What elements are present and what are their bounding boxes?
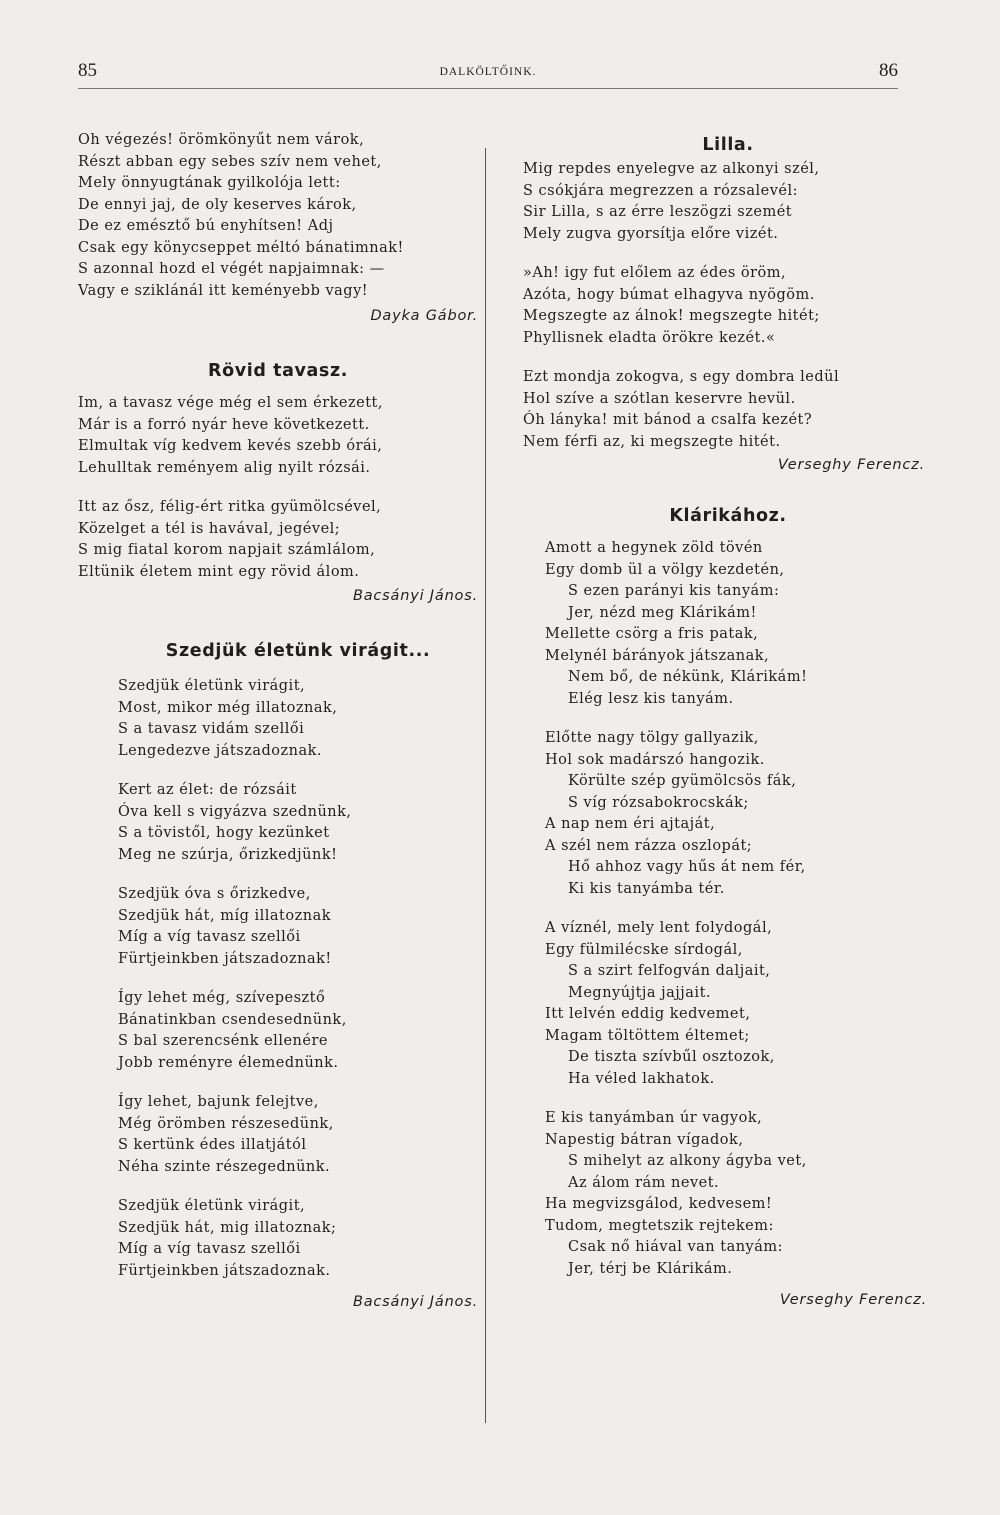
poem-line: Mely zugva gyorsítja előre vizét. (523, 225, 779, 242)
poem-line: S a szirt felfogván daljait, (568, 963, 771, 979)
poem-line: De tiszta szívbűl osztozok, (568, 1049, 775, 1065)
poem-line: Előtte nagy tölgy gallyazik, (545, 730, 759, 746)
poem-line: Jer, térj be Klárikám. (568, 1260, 733, 1277)
poem-stanza (78, 780, 478, 866)
poem-line: Nem férfi az, ki megszegte hitét. (523, 433, 781, 450)
poem-line: S víg rózsabokrocskák; (568, 794, 749, 811)
poem-stanza (78, 393, 478, 479)
poem-stanza (523, 728, 933, 900)
poem-line: Ha megvizsgálod, kedvesem! (545, 1196, 773, 1212)
left-page-number: 85 (78, 60, 97, 81)
poem-line: Így lehet, bajunk felejtve, (118, 1094, 319, 1110)
left-column (78, 130, 478, 1312)
poem-stanza (523, 367, 933, 453)
poem-title: Klárikához. (669, 506, 787, 526)
poem-line: Fürtjeinkben játszadoznak. (118, 1262, 331, 1279)
poem-line: S ezen parányi kis tanyám: (568, 583, 780, 599)
poem-line: Most, mikor még illatoznak, (118, 699, 338, 716)
poem-line: Néha szinte részegednünk. (118, 1158, 331, 1175)
poem-line: Csak egy könycseppet méltó bánatimnak! (78, 239, 404, 256)
poem-line: Míg a víg tavasz szellői (118, 1241, 301, 1257)
poem-stanza (523, 1108, 933, 1280)
poem-line: Sir Lilla, s az érre leszögzi szemét (523, 204, 793, 220)
poem-line: Jer, nézd meg Klárikám! (568, 604, 757, 621)
poem-line: Lengedezve játszadoznak. (118, 742, 323, 759)
poem-line: Mely önnyugtának gyilkolója lett: (78, 175, 341, 191)
right-column (523, 130, 933, 1310)
poem-line: Így lehet még, szívepesztő (118, 990, 326, 1006)
poem-line: Óva kell s vigyázva szednünk, (118, 803, 352, 820)
poem-line: Phyllisnek eladta örökre kezét.« (523, 329, 776, 346)
poem-line: Még örömben részesedünk, (118, 1115, 334, 1132)
poem-line: Magam töltöttem éltemet; (545, 1027, 750, 1044)
poem-line: Eltünik életem mint egy rövid álom. (78, 563, 360, 580)
poem-line: Bánatinkban csendesednünk, (118, 1011, 347, 1028)
poem-stanza (78, 676, 478, 762)
poem-title: Szedjük életünk virágit... (165, 641, 431, 661)
poem-author: Dayka Gábor. (370, 308, 478, 324)
poem-line: Csak nő hiával van tanyám: (568, 1239, 784, 1255)
poem-line: Im, a tavasz vége még el sem érkezett, (78, 395, 383, 411)
poem-line: Szedjük hát, mig illatoznak; (118, 1219, 337, 1236)
poem-title: Rövid tavasz. (208, 361, 348, 381)
poem-stanza (78, 1092, 478, 1178)
poem-line: Amott a hegynek zöld tövén (545, 540, 763, 556)
poem-line: Szedjük hát, míg illatoznak (118, 907, 331, 924)
poem-stanza (523, 918, 933, 1090)
poem-line: Hol szíve a szótlan keservre hevül. (523, 390, 796, 407)
poem-line: Már is a forró nyár heve következett. (78, 416, 370, 433)
poem-line: Nem bő, de nékünk, Klárikám! (568, 669, 808, 685)
poem-line: Itt az ősz, félig-ért ritka gyümölcsével, (78, 499, 382, 515)
poem-line: Lehulltak reményem alig nyilt rózsái. (78, 459, 371, 476)
poem-line: S csókjára megrezzen a rózsalevél: (523, 182, 799, 199)
poem-line: Szedjük életünk virágit, (118, 678, 306, 694)
poem-line: E kis tanyámban úr vagyok, (545, 1110, 763, 1126)
poem-stanza (78, 1196, 478, 1282)
poem-line: Vagy e sziklánál itt keményebb vagy! (78, 282, 369, 299)
poem-author: Verseghy Ferencz. (777, 457, 925, 473)
poem-stanza (523, 538, 933, 710)
poem-author: Verseghy Ferencz. (779, 1292, 927, 1308)
poem-line: Ki kis tanyámba tér. (568, 880, 725, 897)
poem-line: Ezt mondja zokogva, s egy dombra ledül (523, 369, 840, 385)
poem-line: Hol sok madárszó hangozik. (545, 751, 765, 768)
poem-line: Egy fülmilécske sírdogál, (545, 941, 743, 958)
poem-line: A víznél, mely lent folydogál, (545, 920, 773, 936)
poem-line: Szedjük életünk virágit, (118, 1198, 306, 1214)
poem-line: Óh lányka! mit bánod a csalfa kezét? (523, 412, 813, 428)
poem-line: Hő ahhoz vagy hűs át nem fér, (568, 859, 806, 875)
column-divider (485, 148, 486, 1423)
poem-line: Kert az élet: de rózsáit (118, 782, 297, 798)
poem-line: A szél nem rázza oszlopát; (545, 837, 753, 854)
poem-author: Bacsányi János. (352, 588, 478, 604)
right-page-number: 86 (879, 60, 898, 81)
poem-line: Meg ne szúrja, őrizkedjünk! (118, 846, 338, 863)
poem-line: Oh végezés! örömkönyűt nem várok, (78, 132, 365, 148)
poem-line: De ennyi jaj, de oly keserves károk, (78, 196, 357, 213)
poem-line: Napestig bátran vígadok, (545, 1131, 744, 1148)
poem-stanza (78, 988, 478, 1074)
poem-line: S a tövistől, hogy kezünket (118, 825, 330, 841)
poem-stanza (78, 130, 478, 302)
poem-line: Megnyújtja jajjait. (568, 984, 712, 1001)
poem-stanza (78, 497, 478, 583)
poem-line: Jobb reményre élemednünk. (118, 1054, 339, 1071)
poem-line: Elmultak víg kedvem kevés szebb órái, (78, 438, 383, 454)
poem-line: Fürtjeinkben játszadoznak! (118, 950, 332, 967)
poem-line: S a tavasz vidám szellői (118, 721, 305, 737)
poem-line: Azóta, hogy búmat elhagyva nyögöm. (523, 286, 815, 303)
poem-line: A nap nem éri ajtaját, (545, 816, 716, 832)
poem-line: S bal szerencsénk ellenére (118, 1033, 328, 1049)
poem-line: Itt lelvén eddig kedvemet, (545, 1006, 751, 1022)
poem-line: »Ah! igy fut előlem az édes öröm, (523, 265, 787, 281)
poem-author: Bacsányi János. (352, 1294, 478, 1310)
poem-stanza (523, 159, 933, 245)
poem-line: Melynél bárányok játszanak, (545, 647, 770, 664)
poem-stanza (523, 263, 933, 349)
poem-line: Tudom, megtetszik rejtekem: (545, 1217, 774, 1234)
poem-line: Elég lesz kis tanyám. (568, 690, 734, 707)
page-header (78, 58, 898, 89)
poem-line: Ha véled lakhatok. (568, 1070, 715, 1087)
poem-line: Mellette csörg a fris patak, (545, 626, 759, 642)
poem-line: S kertünk édes illatjától (118, 1137, 307, 1153)
poem-line: Mig repdes enyelegve az alkonyi szél, (523, 161, 820, 177)
poem-line: Az álom rám nevet. (568, 1174, 720, 1191)
poem-line: Megszegte az álnok! megszegte hitét; (523, 308, 820, 324)
poem-line: S mig fiatal korom napjait számlálom, (78, 542, 376, 558)
poem-line: Míg a víg tavasz szellői (118, 929, 301, 945)
poem-line: Részt abban egy sebes szív nem vehet, (78, 153, 382, 170)
poem-stanza (78, 884, 478, 970)
poem-title: Lilla. (702, 135, 754, 155)
poem-line: Közelget a tél is havával, jegével; (78, 520, 341, 537)
poem-line: Szedjük óva s őrizkedve, (118, 886, 311, 902)
poem-line: De ez emésztő bú enyhítsen! Adj (78, 218, 334, 234)
running-title: DALKÖLTŐINK. (439, 66, 537, 78)
poem-line: Körülte szép gyümölcsös fák, (568, 773, 797, 789)
poem-line: S azonnal hozd el végét napjaimnak: — (78, 261, 385, 277)
poem-line: Egy domb ül a völgy kezdetén, (545, 561, 785, 578)
poem-line: S mihelyt az alkony ágyba vet, (568, 1153, 807, 1169)
